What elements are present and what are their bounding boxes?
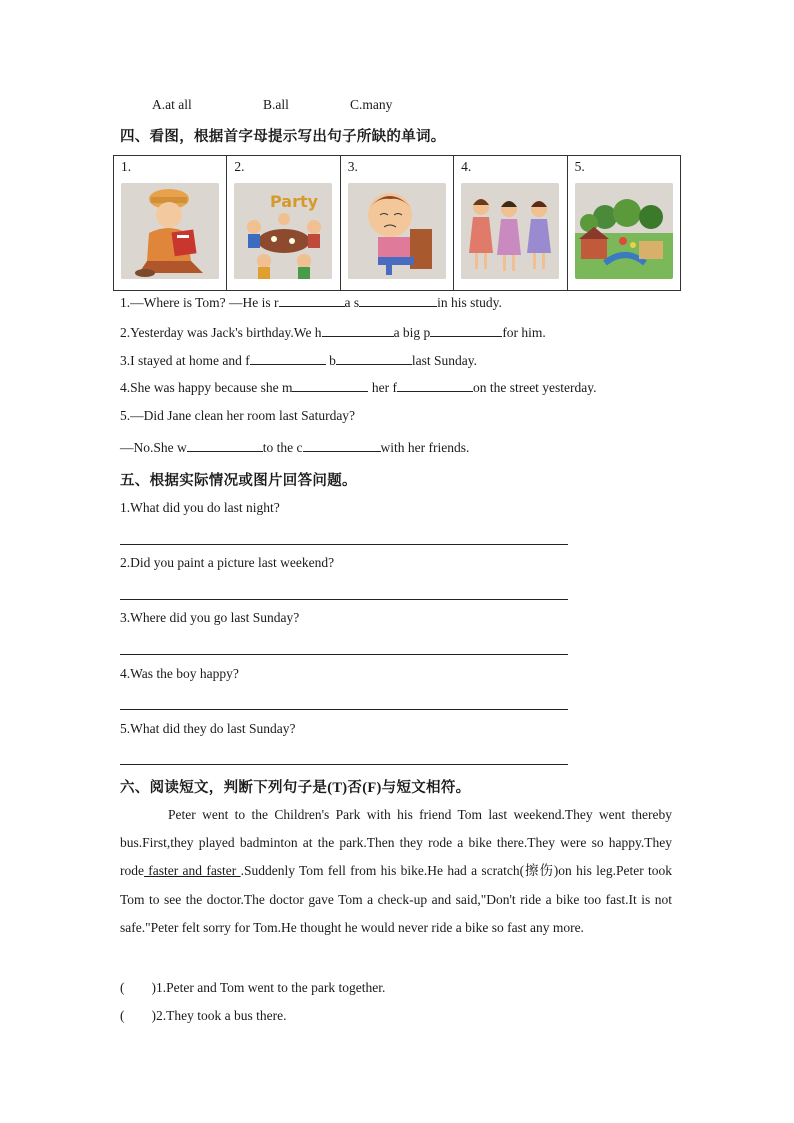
question-text: b bbox=[329, 353, 336, 368]
answer-blank[interactable] bbox=[187, 439, 263, 452]
judge-question-1[interactable]: ( )1.Peter and Tom went to the park together. bbox=[120, 980, 386, 995]
question-text: —No.She w bbox=[120, 440, 187, 455]
svg-text:Party: Party bbox=[270, 192, 319, 211]
answer-question-4: 4.Was the boy happy? bbox=[120, 666, 239, 681]
question-text: a s bbox=[344, 295, 360, 310]
picture-cell-1 bbox=[114, 156, 227, 291]
answer-blank[interactable] bbox=[430, 324, 502, 337]
answer-blank[interactable] bbox=[292, 379, 368, 392]
fill-question-1 bbox=[120, 294, 502, 311]
answer-question-3: 3.Where did you go last Sunday? bbox=[120, 610, 300, 625]
picture-cell-3 bbox=[340, 156, 453, 291]
fill-question-5a: 5.—Did Jane clean her room last Saturday? bbox=[120, 408, 356, 423]
passage-underlined-text: faster and faster bbox=[144, 863, 241, 879]
passage-text: .Suddenly Tom fell from his bike.He had a scratch(擦伤)on his leg.Peter took Tom to see the doctor.The doctor gave Tom a check-up and said,"Don't ride a bike too fast.It is not safe."Peter felt sorry for Tom.He thought he would never ride a bike so fast any more. bbox=[120, 863, 673, 935]
question-text: for him. bbox=[502, 325, 546, 340]
fill-question-2 bbox=[120, 324, 546, 341]
option-b: B.all bbox=[263, 97, 289, 112]
picture-cell-2 bbox=[227, 156, 340, 291]
answer-line-4[interactable] bbox=[120, 709, 568, 710]
question-text: 2.Yesterday was Jack's birthday.We h bbox=[120, 325, 322, 340]
answer-blank[interactable] bbox=[279, 294, 345, 307]
option-c: C.many bbox=[350, 97, 393, 112]
question-text: last Sunday. bbox=[411, 353, 477, 368]
answer-line-2[interactable] bbox=[120, 599, 568, 600]
girls-meeting-icon bbox=[461, 183, 559, 279]
answer-blank[interactable] bbox=[250, 352, 326, 365]
reading-passage bbox=[120, 801, 672, 942]
picture-number: 5. bbox=[574, 159, 585, 174]
question-text: 1.—Where is Tom? —He is r bbox=[120, 295, 279, 310]
judge-question-2[interactable]: ( )2.They took a bus there. bbox=[120, 1008, 287, 1023]
picture-table bbox=[113, 155, 681, 291]
fill-question-5b bbox=[120, 439, 469, 456]
answer-question-2: 2.Did you paint a picture last weekend? bbox=[120, 555, 335, 570]
answer-blank[interactable] bbox=[359, 294, 437, 307]
question-text: in his study. bbox=[437, 295, 502, 310]
answer-blank[interactable] bbox=[397, 379, 473, 392]
boy-reading-icon bbox=[121, 183, 219, 279]
answer-line-5[interactable] bbox=[120, 764, 568, 765]
question-text: on the street yesterday. bbox=[472, 380, 597, 395]
question-text: her f bbox=[371, 380, 397, 395]
question-text: 3.I stayed at home and f bbox=[120, 353, 250, 368]
answer-blank[interactable] bbox=[303, 439, 381, 452]
question-text: with her friends. bbox=[380, 440, 470, 455]
answer-question-1: 1.What did you do last night? bbox=[120, 500, 280, 515]
section5-title: 五、根据实际情况或图片回答问题。 bbox=[120, 473, 357, 489]
picture-cell-4 bbox=[454, 156, 567, 291]
answer-line-3[interactable] bbox=[120, 654, 568, 655]
answer-blank[interactable] bbox=[322, 324, 394, 337]
picture-cell-5 bbox=[567, 156, 680, 291]
zoo-park-icon bbox=[575, 183, 673, 279]
question-text: 4.She was happy because she m bbox=[120, 380, 293, 395]
picture-number: 4. bbox=[461, 159, 472, 174]
party-icon bbox=[234, 183, 332, 279]
section4-title: 四、看图，根据首字母提示写出句子所缺的单词。 bbox=[120, 129, 446, 145]
answer-question-5: 5.What did they do last Sunday? bbox=[120, 721, 296, 736]
picture-number: 1. bbox=[121, 159, 132, 174]
picture-number: 2. bbox=[234, 159, 245, 174]
answer-line-1[interactable] bbox=[120, 544, 568, 545]
picture-number: 3. bbox=[347, 159, 358, 174]
question-text: to the c bbox=[262, 440, 303, 455]
sad-boy-icon bbox=[348, 183, 446, 279]
section6-title: 六、阅读短文，判断下列句子是(T)否(F)与短文相符。 bbox=[120, 780, 471, 796]
option-a: A.at all bbox=[152, 97, 192, 112]
fill-question-3 bbox=[120, 352, 477, 369]
answer-blank[interactable] bbox=[336, 352, 412, 365]
passage-text: Peter went to the Children's Park with his friend Tom last weekend.They went thereby bus.First,they played badminton at the park.Then they rode a bike there.They were so happy.They rode bbox=[120, 807, 672, 879]
question-text: a big p bbox=[393, 325, 431, 340]
fill-question-4 bbox=[120, 379, 597, 396]
